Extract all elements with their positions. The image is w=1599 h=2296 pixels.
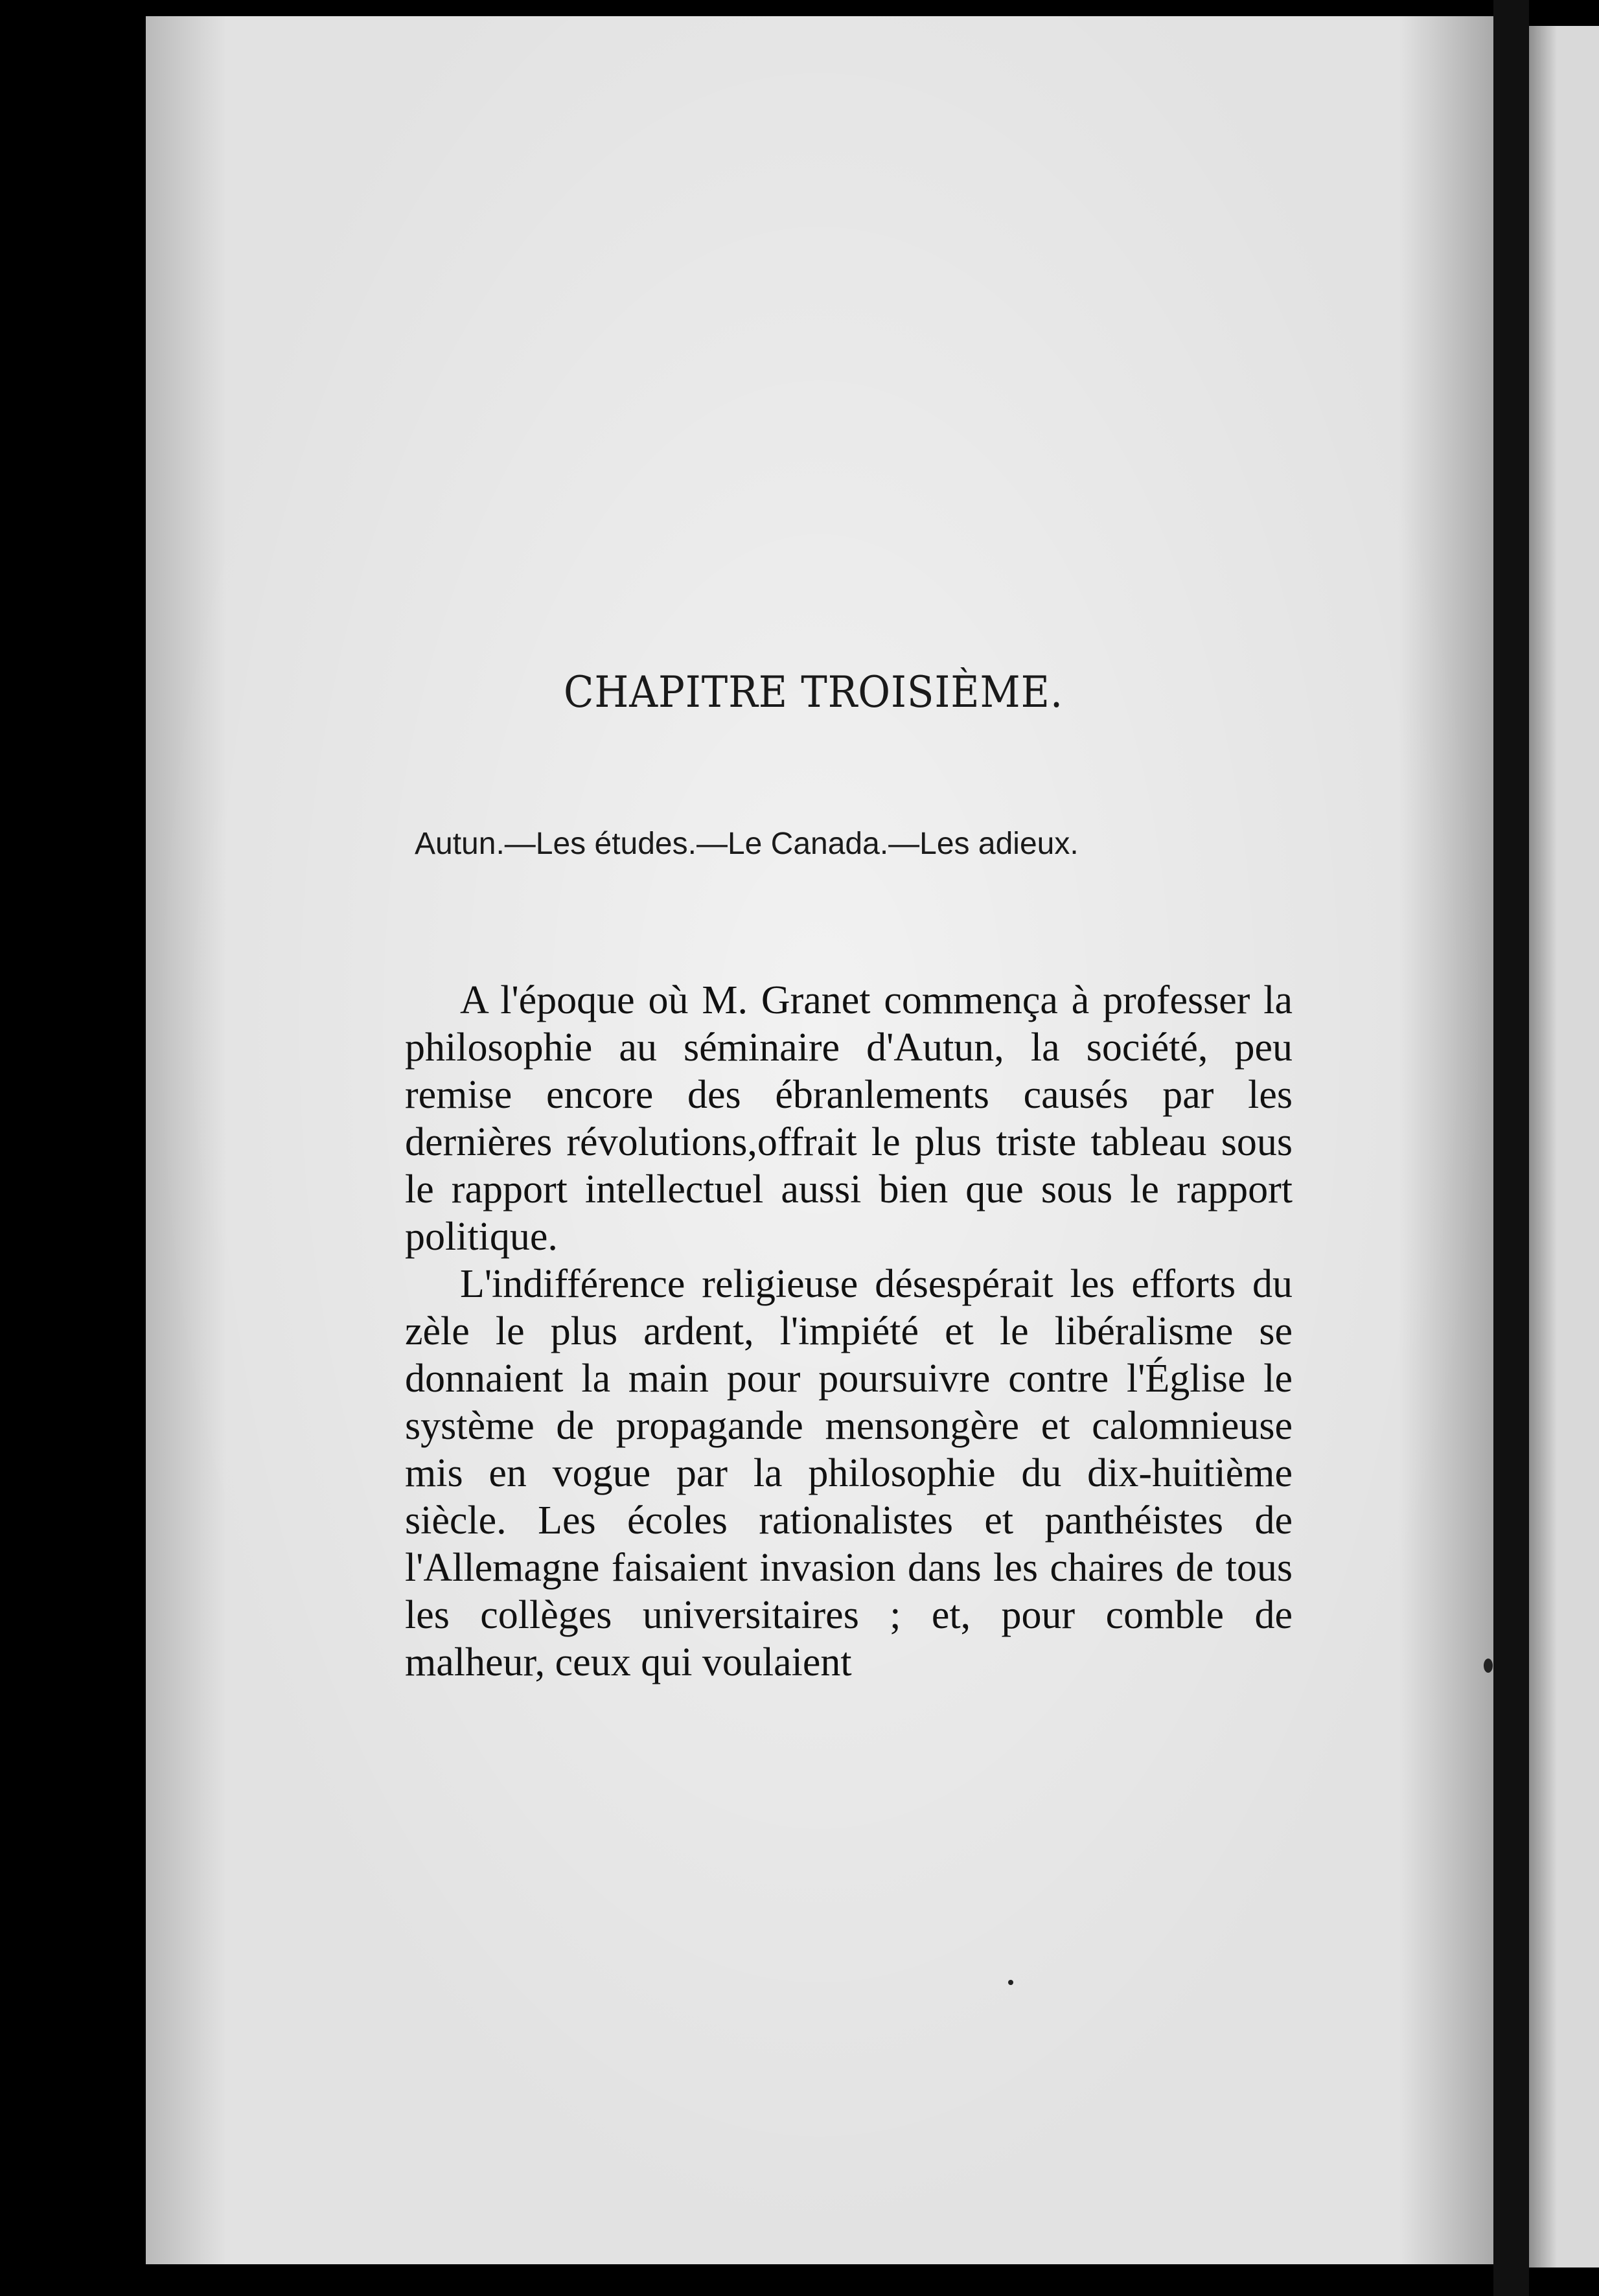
- ink-speck: [1008, 1980, 1013, 1985]
- chapter-title: CHAPITRE TROISIÈME.: [564, 667, 1064, 717]
- facing-page-edge: [1529, 26, 1599, 2267]
- scan-border-left: [0, 0, 143, 2296]
- paragraph-2: L'indifférence religieuse désespérait les efforts du zèle le plus ardent, l'impiété et le libéralisme se donnaient la main pour poursuivre contre l'Église le système de propagande mensongère et calomnieuse mis en vogue par la philosophie du dix-huitième siècle. Les écoles rationalistes et panthéistes de l'Allemagne faisaient invasion dans les chaires de tous les collèges universitaires ; et, pour comble de malheur, ceux qui voulaient: [405, 1262, 1293, 1684]
- chapter-summary: Autun.—Les études.—Le Canada.—Les adieux.: [415, 827, 1079, 861]
- paragraph-1: A l'époque où M. Granet commença à professer la philosophie au séminaire d'Autun, la société, peu remise encore des ébranlements causés par les dernières révolutions,offrait le plus triste tableau sous le rapport intellectuel aussi bien que sous le rapport politique.: [405, 978, 1293, 1259]
- chapter-body: [405, 977, 1293, 1686]
- book-gutter: [1493, 0, 1529, 2296]
- ink-speck: [1484, 1659, 1493, 1673]
